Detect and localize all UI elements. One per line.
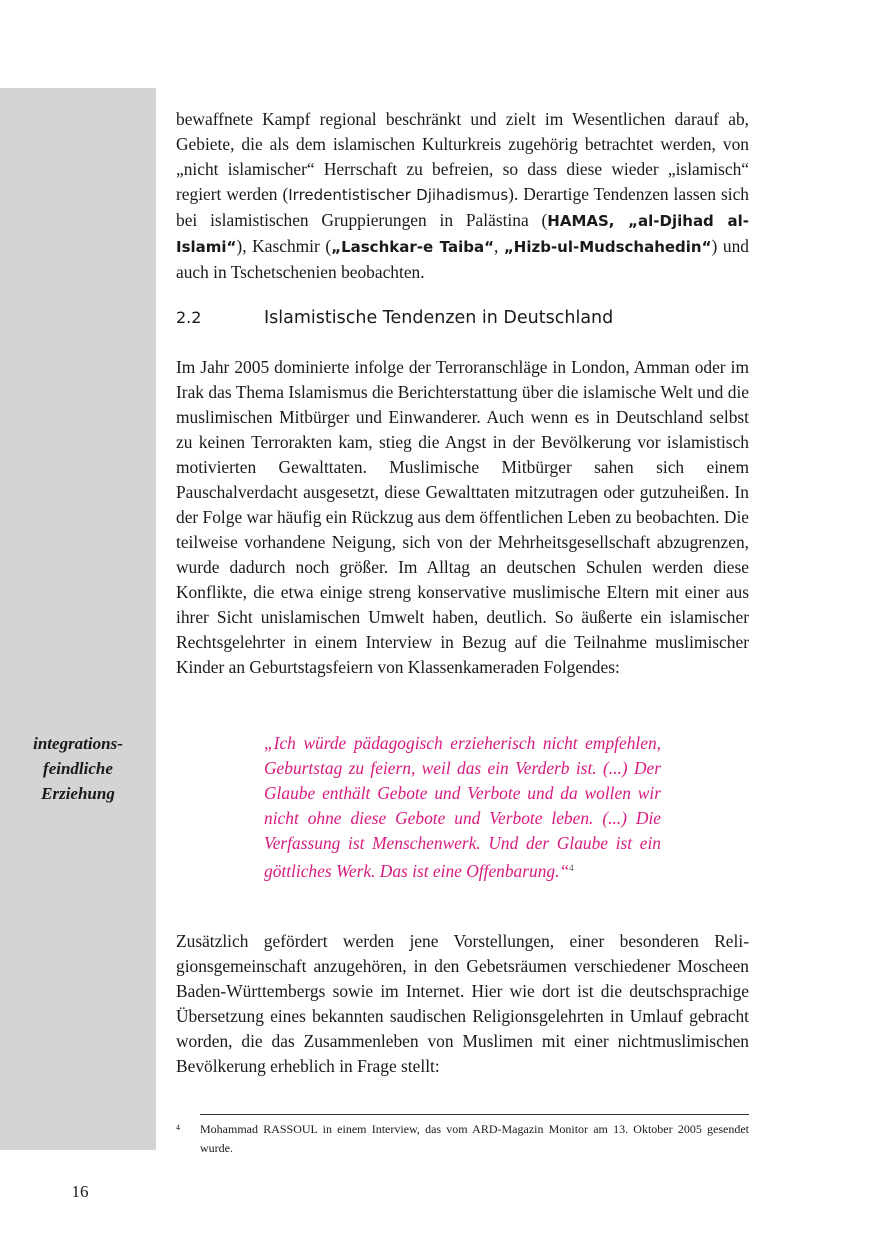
page-number: 16	[71, 1182, 89, 1201]
margin-note-line: Erziehung	[41, 784, 115, 803]
paragraph-1	[176, 107, 749, 285]
body-text	[176, 107, 749, 285]
text-run: ,	[493, 236, 504, 256]
body-text-3	[176, 929, 749, 1079]
term-hizb-ul-mudschahedin: „Hizb-ul-Mudschahedin“	[503, 238, 712, 256]
footnote	[176, 1120, 749, 1158]
term-laschkar-e-taiba: „Laschkar-e Taiba“	[331, 238, 494, 256]
text-run: ), Kaschmir (	[236, 236, 332, 256]
footnote-text: Mohammad RASSOUL in einem Interview, das vom ARD-Magazin Monitor am 13. Oktober 2005 gesendet wurde.	[200, 1122, 749, 1155]
text-run: ) und auch in Tschetschenien beobachten.	[176, 236, 749, 282]
block-quote	[264, 731, 661, 884]
paragraph-2: Im Jahr 2005 dominierte infolge der Terroranschläge in London, Amman oder im Irak das Thema Islamismus die Berichterstattung über die islamische Welt und die muslimischen Mitbürger und Einwanderer. Auch wenn es in Deutschland selbst zu keinen Terrorakten kam, stieg die Angst in der Bevölkerung vor islamistisch motivierten Gewalttaten. Muslimische Mitbürger sahen sich einem Pauschalverdacht ausgesetzt, diese Gewalttaten mitzutragen oder gutzuheißen. In der Folge war häufig ein Rückzug aus dem öffentlichen Leben zu beobachten. Die teilweise vorhandene Neigung, sich von der Mehrheitsgesellschaft abzugrenzen, wurde dadurch noch größer. Im Alltag an deutschen Schulen werden diese Konflikte, die etwa einige streng konservative muslimische Eltern mit einer aus ihrer Sicht unislamischen Umwelt haben, deutlich. So äußerte ein islamischer Rechtsgelehrter in einem Interview in Bezug auf die Teilnahme muslimischer Kinder an Geburtstagsfeiern von Klassenkameraden Folgendes:	[176, 357, 749, 677]
margin-note-line: feindliche	[43, 759, 113, 778]
quote-text: „Ich würde pädagogisch erzieherisch nicht empfehlen, Geburtstag zu feiern, weil das ein Verderb ist. (...) Der Glaube enthält Gebote und Verbote und da wollen wir nicht ohne diese Gebote und Verbote leben. (...) Die Verfassung ist Menschenwerk. Und der Glaube ist ein göttliches Werk. Das ist eine Offenbarung.“	[264, 733, 661, 881]
margin-note-line: integrations-	[33, 734, 123, 753]
footnote-divider	[200, 1114, 749, 1115]
body-text-2	[176, 355, 749, 680]
footnote-reference[interactable]: 4	[569, 863, 574, 873]
section-title: Islamistische Tendenzen in Deutschland	[264, 308, 614, 328]
paragraph-3: Zusätzlich gefördert werden jene Vorstellungen, einer besonderen Religionsgemeinschaft anzugehören, in den Gebetsräumen verschiedener Moscheen Baden-Württembergs sowie im Internet. Hier wie dort ist die deutschsprachige Übersetzung eines bekannten saudischen Religionsgelehrten in Umlauf gebracht worden, die das Zusammenleben von Muslimen mit einer nichtmuslimischen Bevölkerung erheblich in Frage stellt:	[176, 931, 749, 1076]
term-hamas: HAMAS, „al-Djihad al-Islami“	[176, 212, 749, 256]
footnote-mark: 4	[176, 1123, 180, 1132]
section-number: 2.2	[176, 308, 202, 327]
margin-note	[0, 731, 156, 806]
text-run: ). Derartige Tendenzen lassen sich bei islamistischen Gruppierungen in Palästina (	[176, 184, 750, 230]
text-run: bewaffnete Kampf regional beschränkt und zielt im Wesentlichen darauf ab, Gebiete, die als dem islamischen Kulturkreis zugehörig betrachtet werden, von „nicht islamischer“ Herrschaft zu befreien, so dass diese wieder „islamisch“ regiert werden (	[176, 109, 749, 204]
section-heading	[176, 305, 749, 331]
term-irredentistischer-djihadismus: Irredentistischer Djihadismus	[288, 186, 509, 204]
margin-sidebar	[0, 88, 156, 1150]
